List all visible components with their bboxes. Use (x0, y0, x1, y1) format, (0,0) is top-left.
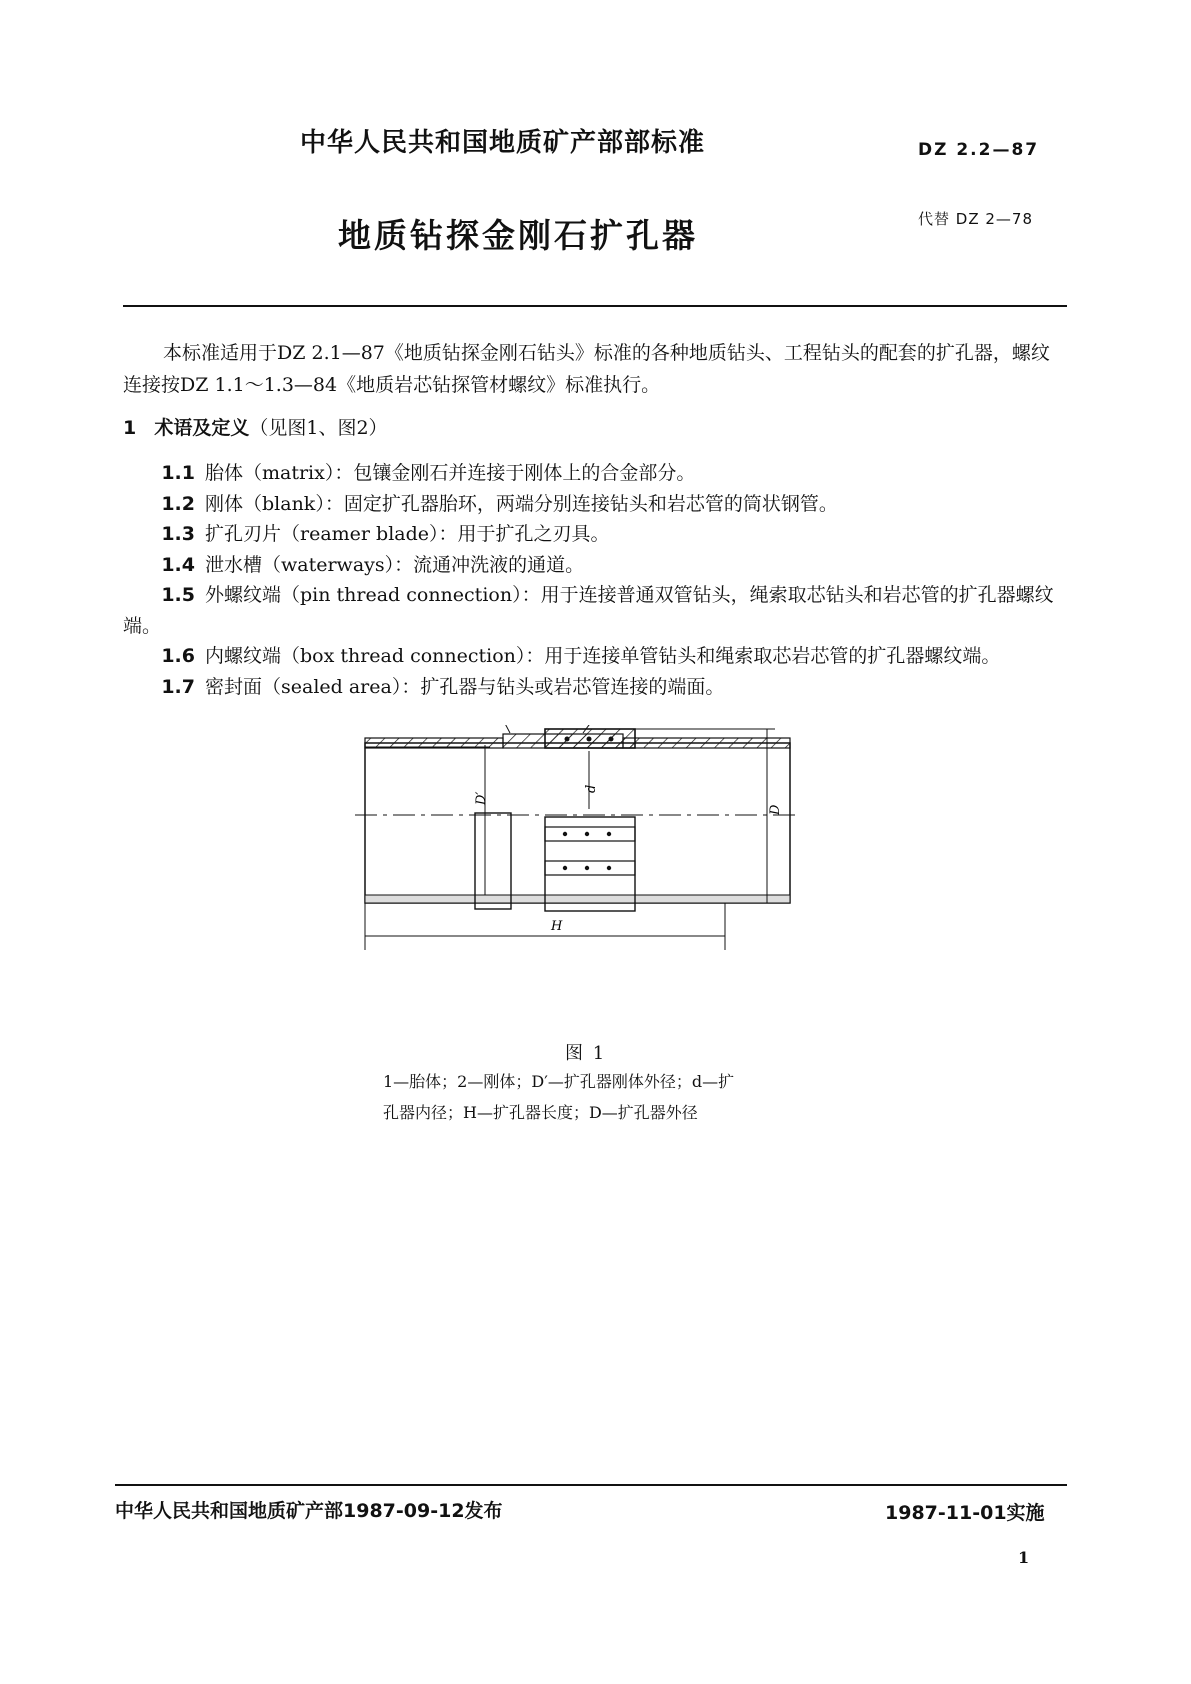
D-label: D (768, 804, 783, 815)
figure-caption (383, 1066, 823, 1128)
dimension-lines (365, 729, 790, 950)
figure-label: 图 1 (565, 1043, 607, 1064)
section-title: 术语及定义 (154, 417, 250, 439)
definition-item (123, 458, 1067, 489)
definition-number: 1.1 (161, 462, 195, 484)
publication-date: 中华人民共和国地质矿产部1987-09-12发布 (115, 1500, 503, 1522)
definition-text: 刚体（blank）：固定扩孔器胎环，两端分别连接钻头和岩芯管的筒状钢管。 (205, 492, 838, 515)
definition-text: 胎体（matrix）：包镶金刚石并连接于刚体上的合金部分。 (205, 462, 696, 484)
definition-text: 外螺纹端（pin thread connection）：用于连接普通双管钻头，绳索取芯钻头和岩芯管的扩孔器螺纹端。 (123, 584, 1054, 637)
issuing-organization: 中华人民共和国地质矿产部部标准 (300, 128, 706, 158)
header-divider (123, 305, 1067, 307)
standard-number: DZ 2.2—87 (918, 140, 1040, 160)
page-number: 1 (1018, 1548, 1030, 1567)
definition-number: 1.6 (161, 645, 195, 667)
definition-item (123, 489, 1067, 520)
figure-caption-line: 1—胎体；2—刚体；D′—扩孔器刚体外径；d—扩 (383, 1072, 735, 1091)
definition-item (123, 519, 1067, 550)
figure-caption-line: 孔器内径；H—扩孔器长度；D—扩孔器外径 (383, 1103, 698, 1122)
footer-divider (115, 1484, 1067, 1486)
definition-number: 1.5 (161, 584, 195, 606)
definition-item (123, 550, 1067, 581)
intro-paragraph: 本标准适用于DZ 2.1—87《地质钻探金刚石钻头》标准的各种地质钻头、工程钻头的配套的扩孔器，螺纹连接按DZ 1.1～1.3—84《地质岩芯钻探管材螺纹》标准执行。 (123, 342, 1050, 396)
definition-text: 密封面（sealed area）：扩孔器与钻头或岩芯管连接的端面。 (205, 675, 725, 698)
document-title: 地质钻探金刚石扩孔器 (338, 216, 698, 255)
definition-item (123, 641, 1067, 672)
definition-number: 1.7 (161, 675, 195, 698)
definitions-list (123, 458, 1067, 702)
section-number: 1 (123, 417, 137, 439)
reamer-blades (475, 729, 635, 911)
reamer-diagram (355, 725, 835, 1030)
section-heading (123, 413, 388, 440)
definition-number: 1.4 (161, 553, 195, 576)
definition-number: 1.2 (161, 492, 195, 515)
section-note: （见图1、图2） (249, 417, 388, 439)
definition-text: 泄水槽（waterways）：流通冲洗液的通道。 (205, 553, 585, 576)
replaces-standard: 代替 DZ 2—78 (918, 210, 1033, 228)
H-label: H (551, 919, 563, 934)
d-label: d (584, 784, 599, 793)
definition-text: 扩孔刃片（reamer blade）：用于扩孔之刃具。 (205, 523, 610, 545)
reamer-body (365, 734, 790, 903)
implementation-date: 1987-11-01实施 (885, 1502, 1045, 1524)
definition-item (123, 580, 1067, 641)
definition-number: 1.3 (161, 523, 195, 545)
d-prime-label: D′ (474, 791, 489, 805)
definition-text: 内螺纹端（box thread connection）：用于连接单管钻头和绳索取芯岩芯管的扩孔器螺纹端。 (205, 645, 1001, 667)
definition-item (123, 672, 1067, 703)
